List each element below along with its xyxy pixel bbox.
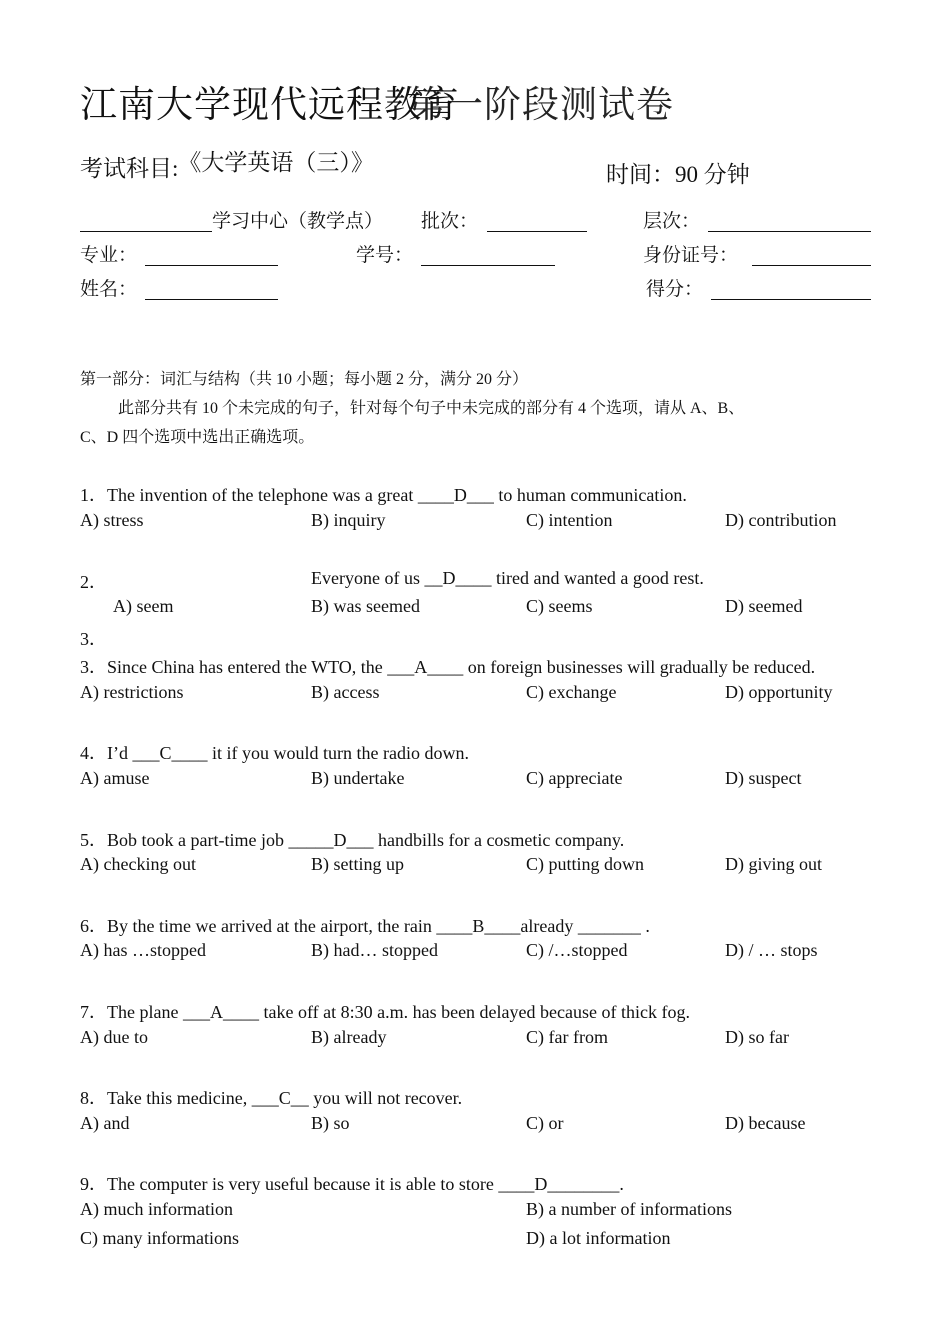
q9-option-d[interactable]: D) a lot information [526,1228,671,1248]
q8-option-c[interactable]: C) or [526,1113,564,1133]
q5-option-d[interactable]: D) giving out [725,854,822,874]
score-label: 得分： [646,279,704,300]
section-instruction-1: 此部分共有 10 个未完成的句子，针对每个句子中未完成的部分有 4 个选项，请从 A、B、 [118,400,745,417]
batch-blank[interactable] [487,231,587,232]
id-label: 身份证号： [643,245,739,266]
question-text: Take this medicine, ___C__ you will not recover. [107,1088,463,1108]
q4-option-b[interactable]: B) undertake [311,768,405,788]
q6-option-c[interactable]: C) /…stopped [526,940,628,960]
q3-option-c[interactable]: C) exchange [526,682,617,702]
q3-option-a[interactable]: A) restrictions [80,682,184,702]
subject-label: 考试科目: [80,156,179,181]
question-text: Bob took a part-time job _____D___ handbills for a cosmetic company. [107,830,625,850]
time-label: 时间： [606,162,675,187]
major-label: 专业： [80,245,138,266]
q2-option-d[interactable]: D) seemed [725,596,803,616]
q2-option-a[interactable]: A) seem [113,596,174,616]
q8-option-a[interactable]: A) and [80,1113,130,1133]
time-row [606,156,750,189]
level-blank[interactable] [708,231,871,232]
q4-option-a[interactable]: A) amuse [80,768,150,788]
major-blank[interactable] [145,265,278,266]
page-title [80,74,460,128]
section-heading: 第一部分：词汇与结构（共 10 小题；每小题 2 分，满分 20 分） [80,371,529,388]
question-1 [80,481,687,507]
id-blank[interactable] [752,265,871,266]
section-instruction-2: C、D 四个选项中选出正确选项。 [80,429,315,446]
question-text: By the time we arrived at the airport, the rain ____B____already _______ . [107,916,650,936]
q9-option-a[interactable]: A) much information [80,1199,233,1219]
subject-row [80,150,374,183]
q8-option-b[interactable]: B) so [311,1113,350,1133]
question-6 [80,912,650,938]
question-3 [80,653,815,679]
student-no-label: 学号： [356,245,414,266]
question-3-stray-number: 3． [80,629,107,649]
q6-option-a[interactable]: A) has …stopped [80,940,206,960]
q1-option-d[interactable]: D) contribution [725,510,837,530]
q7-option-a[interactable]: A) due to [80,1027,148,1047]
q2-option-c[interactable]: C) seems [526,596,593,616]
question-text: I’d ___C____ it if you would turn the radio down. [107,743,469,763]
q5-option-b[interactable]: B) setting up [311,854,404,874]
question-text: The invention of the telephone was a great ____D___ to human communication. [107,485,687,505]
q6-option-b[interactable]: B) had… stopped [311,940,438,960]
question-8 [80,1084,462,1110]
time-value: 90 分钟 [675,162,750,187]
score-blank[interactable] [711,299,871,300]
subject-name: 《大学英语（三）》 [178,150,374,175]
q3-option-b[interactable]: B) access [311,682,380,702]
student-no-blank[interactable] [421,265,555,266]
q7-option-d[interactable]: D) so far [725,1027,789,1047]
q7-option-c[interactable]: C) far from [526,1027,608,1047]
name-label: 姓名： [80,279,138,300]
question-number: 7． [80,1002,107,1022]
question-number: 8． [80,1088,107,1108]
center-label: 学习中心（教学点） [212,211,384,232]
question-number: 1． [80,485,107,505]
question-text: The computer is very useful because it is able to store ____D________. [107,1174,624,1194]
q9-option-c[interactable]: C) many informations [80,1228,239,1248]
question-4 [80,739,469,765]
question-number: 3． [80,657,107,677]
question-7 [80,998,690,1024]
batch-label: 批次： [421,211,479,232]
q1-option-b[interactable]: B) inquiry [311,510,386,530]
center-blank[interactable] [80,231,212,232]
question-2-number: 2． [80,572,107,592]
title-overlap: 第一阶段测试卷 [408,83,674,126]
q6-option-d[interactable]: D) / … stops [725,940,818,960]
q4-option-d[interactable]: D) suspect [725,768,802,788]
q8-option-d[interactable]: D) because [725,1113,806,1133]
level-label: 层次： [643,211,701,232]
question-number: 5． [80,830,107,850]
question-5 [80,826,624,852]
q1-option-c[interactable]: C) intention [526,510,613,530]
question-number: 6． [80,916,107,936]
question-number: 4． [80,743,107,763]
q2-option-b[interactable]: B) was seemed [311,596,420,616]
q7-option-b[interactable]: B) already [311,1027,387,1047]
q5-option-c[interactable]: C) putting down [526,854,645,874]
q5-option-a[interactable]: A) checking out [80,854,196,874]
question-text: The plane ___A____ take off at 8:30 a.m. has been delayed because of thick fog. [107,1002,690,1022]
title-main: 江南大学现代远程教育 [80,83,460,126]
question-text: Since China has entered the WTO, the ___A____ on foreign businesses will gradually be reduced. [107,657,816,677]
question-number: 9． [80,1174,107,1194]
q9-option-b[interactable]: B) a number of informations [526,1199,732,1219]
q1-option-a[interactable]: A) stress [80,510,144,530]
question-2-text: Everyone of us __D____ tired and wanted a good rest. [311,568,704,588]
question-9 [80,1170,624,1196]
q3-option-d[interactable]: D) opportunity [725,682,833,702]
q4-option-c[interactable]: C) appreciate [526,768,623,788]
name-blank[interactable] [145,299,278,300]
